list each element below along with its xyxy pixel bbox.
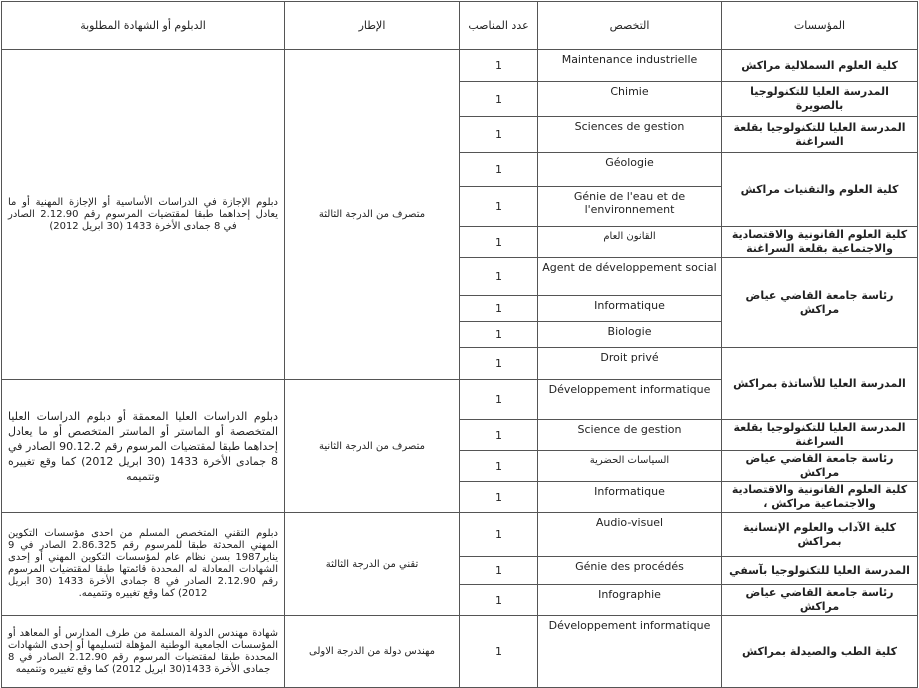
positions-count: 1 <box>460 82 538 117</box>
institution-cell: المدرسة العليا للأساتذة بمراكش <box>722 348 918 420</box>
specialty-cell: Génie des procédés <box>538 557 722 585</box>
specialty-cell: Agent de développement social <box>538 258 722 296</box>
positions-count: 1 <box>460 513 538 557</box>
specialty-cell: Informatique <box>538 296 722 322</box>
specialty-cell: Informatique <box>538 482 722 513</box>
positions-count: 1 <box>460 50 538 82</box>
diploma-cell: دبلوم الدراسات العليا المعمقة أو دبلوم الدراسات العليا المتخصصة أو الماستر أو الماستر المتخصص أو ما يعادل إحداهما طبقا لمقتضيات المرسوم رقم 90.12.2 الصادر في 8 جمادى الأخرة 1433 (30 ابريل 2012) كما وقع تغييره وتتميمه <box>2 380 285 513</box>
institution-cell: رئاسة جامعة القاضي عياض مراكش <box>722 585 918 616</box>
table-row <box>2 616 918 688</box>
positions-count: 1 <box>460 348 538 380</box>
diploma-cell: شهادة مهندس الدولة المسلمة من طرف المدارس أو المعاهد أو المؤسسات الجامعية الوطنية المؤهلة لتسليمها أو إحدى الشهادات المحددة طبقا لمقتضيات المرسوم رقم 2.12.90 الصادر في 8 جمادى الأخرة 1433(30 ابريل 2012) كما وقع تغييره وتتميمه <box>2 616 285 688</box>
header-positions: عدد المناصب <box>460 2 538 50</box>
diploma-cell: دبلوم الإجازة في الدراسات الأساسية أو الإجازة المهنية أو ما يعادل إحداهما طبقا لمقتضيات المرسوم رقم 2.12.90 الصادر في 8 جمادى الأخرة 1433 (30 ابريل 2012) <box>2 50 285 380</box>
specialty-cell: Géologie <box>538 153 722 187</box>
institution-cell: المدرسة العليا للتكنولوجيا بآسفي <box>722 557 918 585</box>
specialty-cell: Sciences de gestion <box>538 117 722 153</box>
header-diploma: الدبلوم أو الشهادة المطلوبة <box>2 2 285 50</box>
specialty-cell: السياسات الحضرية <box>538 451 722 482</box>
institution-cell: كلية الطب والصيدلة بمراكش <box>722 616 918 688</box>
positions-count: 1 <box>460 451 538 482</box>
frame-cell: مهندس دولة من الدرجة الاولى <box>285 616 460 688</box>
institution-cell: كلية العلوم والتقنيات مراكش <box>722 153 918 227</box>
specialty-cell: Chimie <box>538 82 722 117</box>
positions-count: 1 <box>460 380 538 420</box>
positions-count: 1 <box>460 482 538 513</box>
specialty-cell: Développement informatique <box>538 616 722 688</box>
institution-cell: كلية الآداب والعلوم الإنسانية بمراكش <box>722 513 918 557</box>
institution-cell: رئاسة جامعة القاضي عياض مراكش <box>722 258 918 348</box>
institution-cell: كلية العلوم القانونية والاقتصادية والاجتماعية بقلعة السراغنة <box>722 227 918 258</box>
positions-count: 1 <box>460 227 538 258</box>
frame-cell: متصرف من الدرجة الثانية <box>285 380 460 513</box>
specialty-cell: Droit privé <box>538 348 722 380</box>
header-specialty: التخصص <box>538 2 722 50</box>
frame-cell: تقني من الدرجة الثالثة <box>285 513 460 616</box>
positions-count: 1 <box>460 117 538 153</box>
positions-count: 1 <box>460 187 538 227</box>
positions-table <box>1 1 918 688</box>
positions-count: 1 <box>460 258 538 296</box>
positions-count: 1 <box>460 153 538 187</box>
specialty-cell: Maintenance industrielle <box>538 50 722 82</box>
institution-cell: رئاسة جامعة القاضي عياض مراكش <box>722 451 918 482</box>
specialty-cell: Développement informatique <box>538 380 722 420</box>
positions-count: 1 <box>460 616 538 688</box>
specialty-cell: Génie de l'eau et de l'environnement <box>538 187 722 227</box>
specialty-cell: Science de gestion <box>538 420 722 451</box>
positions-count: 1 <box>460 322 538 348</box>
header-institutions: المؤسسات <box>722 2 918 50</box>
institution-cell: المدرسة العليا للتكنولوجيا بالصويرة <box>722 82 918 117</box>
positions-count: 1 <box>460 585 538 616</box>
table-row <box>2 50 918 82</box>
header-frame: الإطار <box>285 2 460 50</box>
positions-count: 1 <box>460 557 538 585</box>
specialty-cell: القانون العام <box>538 227 722 258</box>
frame-cell: متصرف من الدرجة الثالثة <box>285 50 460 380</box>
table-row <box>2 513 918 557</box>
positions-count: 1 <box>460 296 538 322</box>
diploma-cell: دبلوم التقني المتخصص المسلم من احدى مؤسسات التكوين المهني المحدثة طبقا للمرسوم رقم 2.86.325 الصادر في 9 يناير1987 بسن نظام عام لمؤسسات التكوين المهني أو إحدى الشهادات المعادلة له المحددة قائمتها طبقا لمقتضيات المرسوم رقم 2.12.90 الصادر في 8 جمادى الأخرة 1433 (30 ابريل 2012) كما وقع تغييره وتتميمه. <box>2 513 285 616</box>
positions-count: 1 <box>460 420 538 451</box>
specialty-cell: Audio-visuel <box>538 513 722 557</box>
institution-cell: كلية العلوم السملالية مراكش <box>722 50 918 82</box>
institution-cell: كلية العلوم القانونية والاقتصادية والاجتماعية مراكش ، <box>722 482 918 513</box>
specialty-cell: Infographie <box>538 585 722 616</box>
specialty-cell: Biologie <box>538 322 722 348</box>
header-row <box>2 2 918 50</box>
institution-cell: المدرسة العليا للتكنولوجيا بقلعة السراغنة <box>722 117 918 153</box>
institution-cell: المدرسة العليا للتكنولوجيا بقلعة السراغنة <box>722 420 918 451</box>
